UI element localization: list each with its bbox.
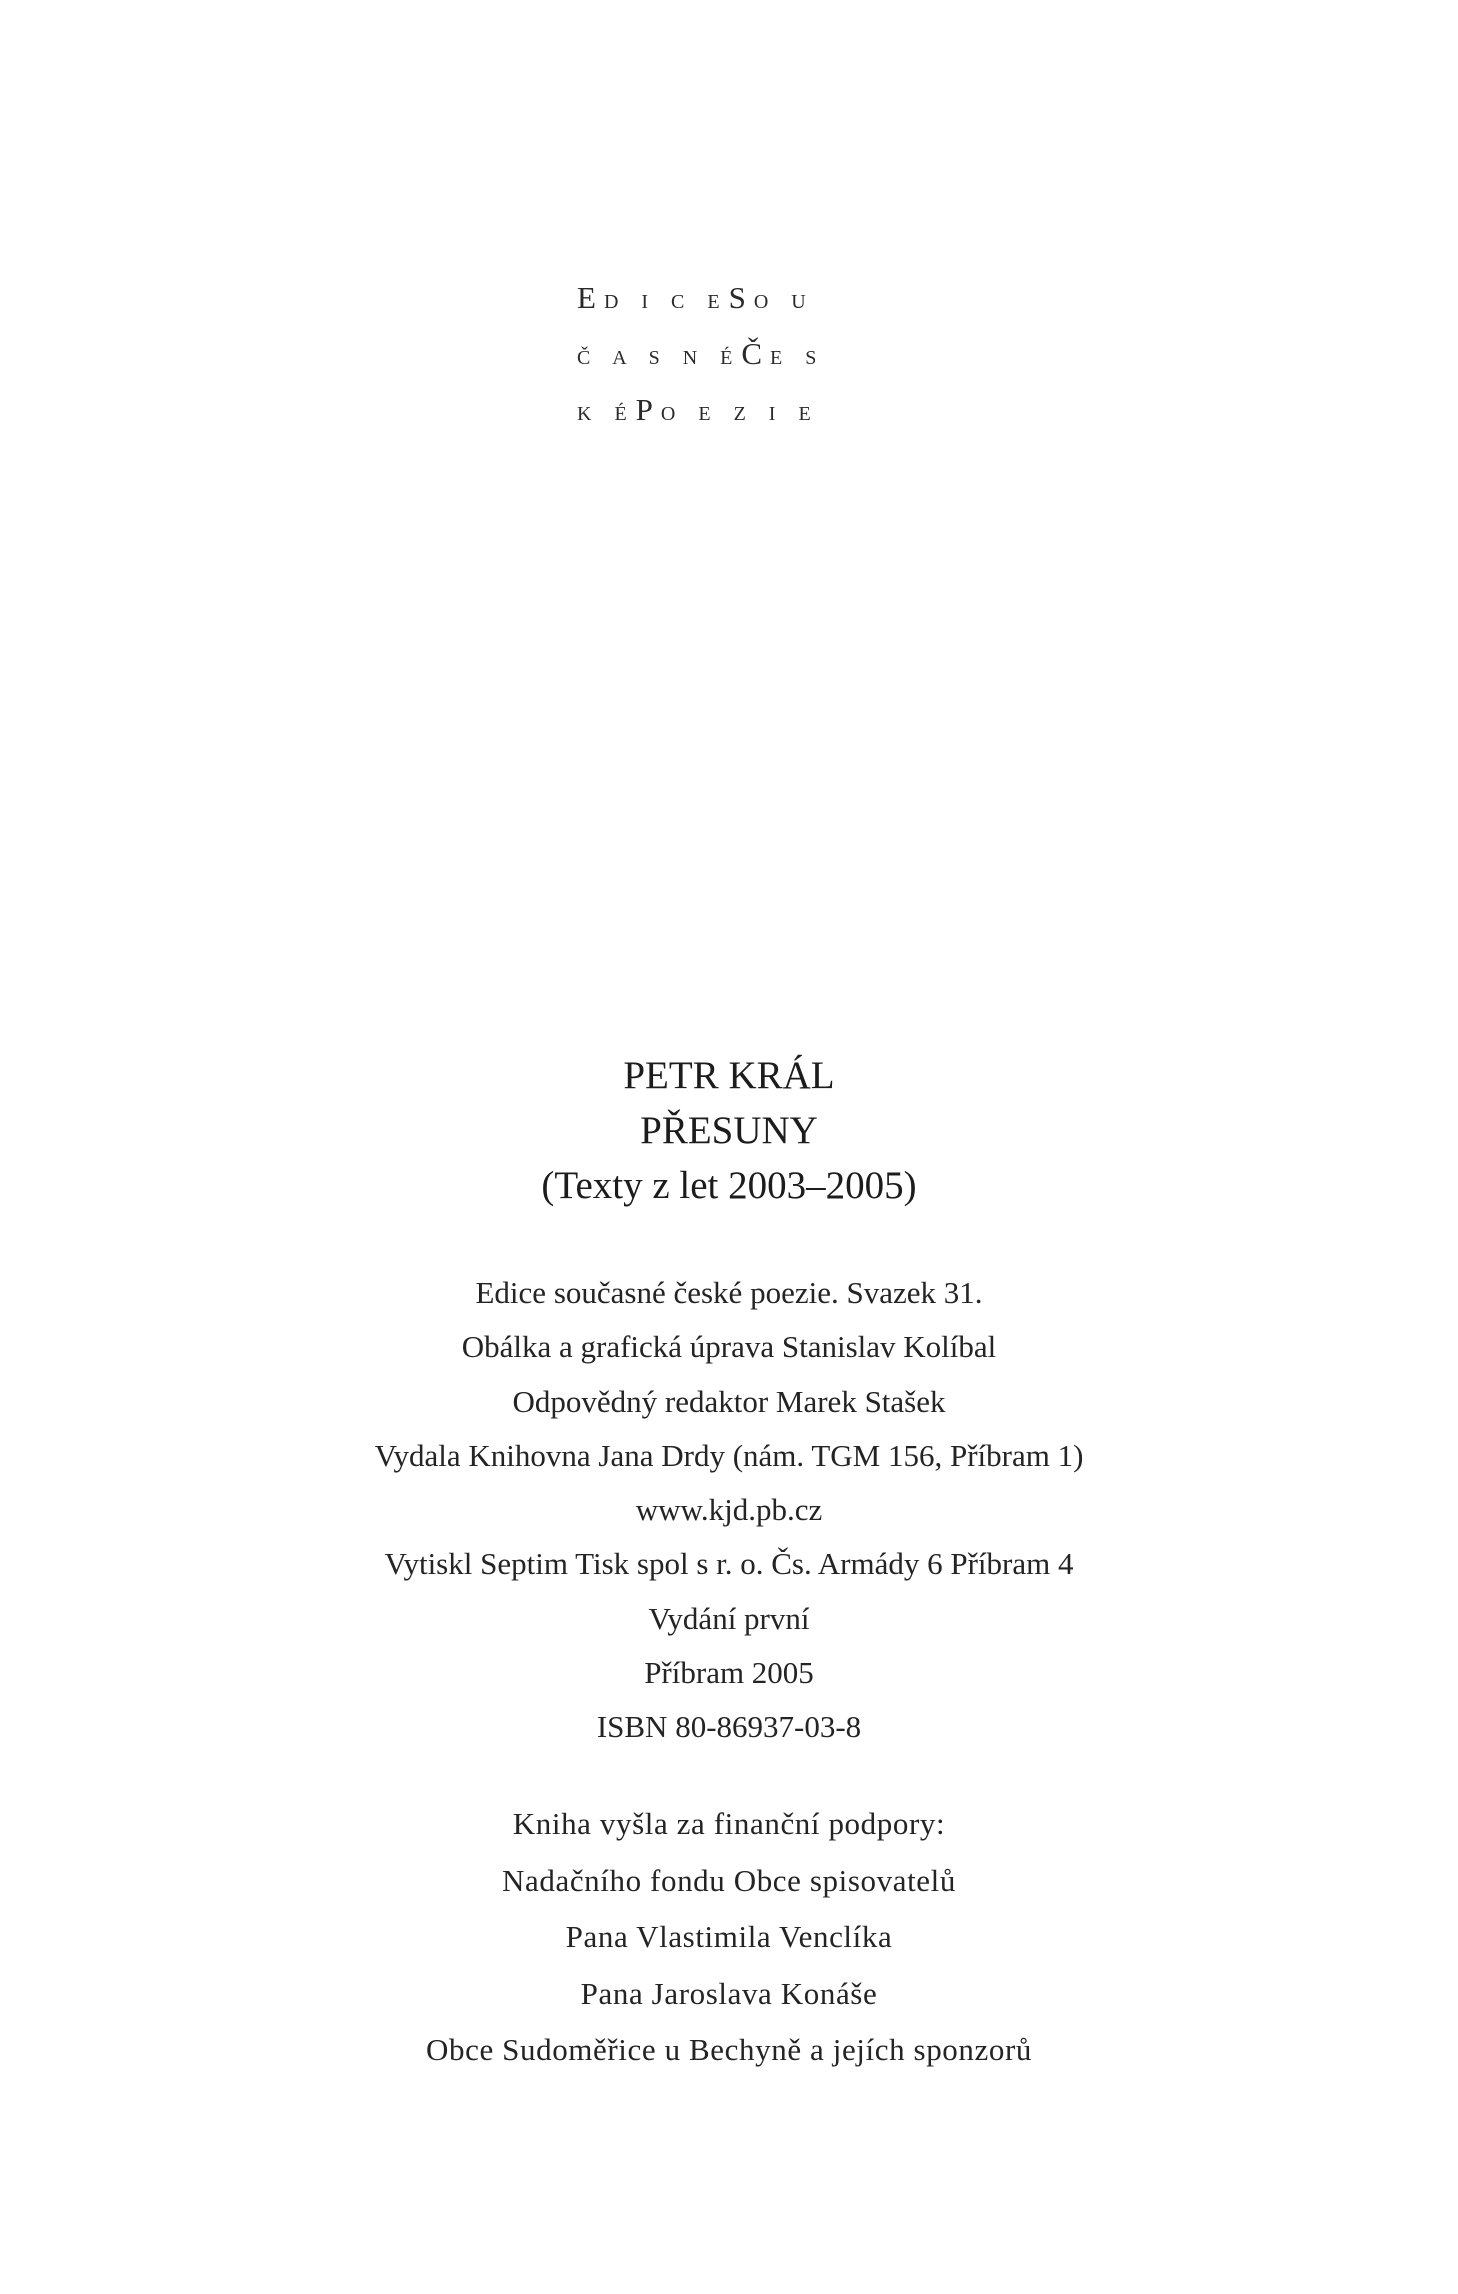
series-letters: O U [753,291,815,313]
support-line: Kniha vyšla za finanční podpory: [512,1806,946,1841]
colophon [0,1266,1458,1755]
title-block [0,1048,1458,1213]
colophon-line: Odpovědný redaktor Marek Stašek [512,1383,946,1419]
series-line-3 [577,382,877,438]
colophon-line: Vytiskl Septim Tisk spol s r. o. Čs. Armády 6 Příbram 4 [384,1546,1074,1582]
series-letters: Č A S N É [577,347,742,369]
series-letters: O E Z I E [660,403,820,425]
support-line: Pana Vlastimila Venclíka [565,1919,893,1954]
book-subtitle: (Texty z let 2003–2005) [541,1164,917,1207]
colophon-line: Příbram 2005 [644,1655,814,1691]
support-line: Pana Jaroslava Konáše [580,1975,878,2011]
support-line: Nadačního fondu Obce spisovatelů [502,1862,956,1898]
colophon-line: Vydání první [648,1600,810,1636]
author-name: PETR KRÁL [623,1054,835,1097]
colophon-line: Edice současné české poezie. Svazek 31. [475,1275,983,1310]
series-letters: E S [770,347,826,369]
series-letter: Č [741,336,771,371]
support-acknowledgement [0,1796,1458,2079]
series-letters: K É [577,403,636,425]
colophon-line: Obálka a grafická úprava Stanislav Kolíbal [461,1329,997,1365]
series-line-2 [577,326,877,382]
series-letter: E [577,280,604,315]
series-letter: S [728,280,754,315]
series-letters: D I C E [603,291,729,313]
support-line: Obce Sudoměřice u Bechyně a jejích sponzorů [426,2032,1032,2067]
colophon-line: www.kjd.pb.cz [635,1492,823,1528]
book-title: PŘESUNY [640,1109,818,1152]
series-letter: P [635,392,661,427]
colophon-line: ISBN 80-86937-03-8 [596,1709,862,1745]
series-name [577,270,877,438]
series-line-1 [577,270,877,326]
colophon-line: Vydala Knihovna Jana Drdy (nám. TGM 156, Příbram 1) [374,1437,1084,1473]
